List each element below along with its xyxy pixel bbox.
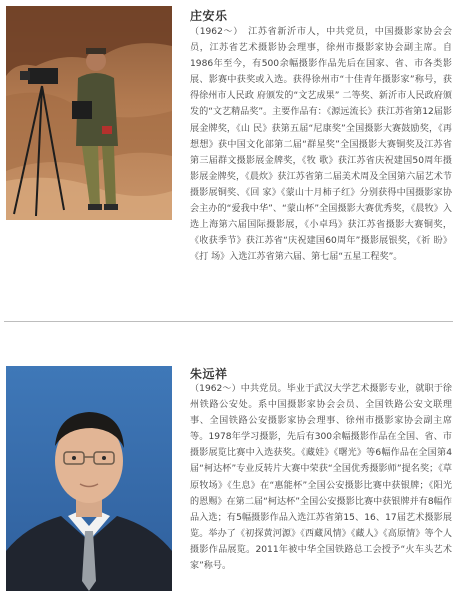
photographer-entry-2 xyxy=(0,327,459,598)
photographer-photo-2 xyxy=(6,366,172,591)
photographer-bio-2: （1962～）中共党员。毕业于武汉大学艺术摄影专业，就职于徐州铁路公安处。系中国摄影家协会会员、全国铁路公安文联理事、全国铁路公安摄影家协会理事、徐州市摄影家协会副主席等。1978年学习摄影，先后有300余幅摄影作品在全国、省、市摄影展览比赛中入选获奖。《藏娃》《曙光》等6幅作品在全国第4届“柯达杯”专业反转片大赛中荣获“全国优秀摄影师”提名奖；《草原牧场》《生息》在“惠能杯”全国公安摄影比赛中获银牌；《阳光的恩赐》在第二届“柯达杯”全国公安摄影比赛中获银牌并有8幅作品入选；有5幅摄影作品入选江苏省第15、16、17届艺术摄影展览。举办了《初探黄河源》《西藏风情》《藏人》《高原情》等个人摄影作品展览。2011年被中华全国铁路总工会授予“火车头艺术家”称号。 xyxy=(190,384,452,572)
section-divider xyxy=(4,321,453,322)
photographer-name-1: 庄安乐 xyxy=(190,9,228,23)
photographer-photo-1 xyxy=(6,6,172,220)
photographer-bio-1: （1962～） 江苏省新沂市人，中共党员，中国摄影家协会会员，江苏省艺术摄影协会理事，徐州市摄影家协会副主席。自1986年至今，有500余幅摄影作品先后在国家、省、市各类影展、影赛中获奖或入选。获得徐州市“十佳青年摄影家”称号，获得徐州市人民政 府颁发的“文艺成果” 二等奖、新沂市人民政府颁发的“文艺精品奖”。主要作品有：《源远流长》获江苏省第12届影展金牌奖，《山 民》获第五届“尼康奖”全国摄影大赛鼓励奖，《再想想》获中国文化部第二届“群星奖”全国摄影大赛铜奖及江苏省第三届群文摄影展金牌奖，《牧 歌》获江苏省庆祝建国50周年摄影展金牌奖，《晨炊》获江苏省第二届美术周及全国第六届艺术节摄影展铜奖、《回 家》《蒙山十月柿子红》分别获得中国摄影家协会主办的“爱我中华”、“蒙山杯”全国摄影大赛优秀奖，《晨牧》入选上海第六届国际摄影展，《小卓玛》获江苏省摄影大赛铜奖，《收获季节》获江苏省“庆祝建国60周年”摄影展银奖，《祈 盼》《打 场》入选江苏省第六届、第七届“五星工程奖”。 xyxy=(190,27,452,263)
portrait-image xyxy=(6,366,172,591)
desert-photographer-image xyxy=(6,6,172,220)
photographer-name-2: 朱远祥 xyxy=(190,367,228,381)
